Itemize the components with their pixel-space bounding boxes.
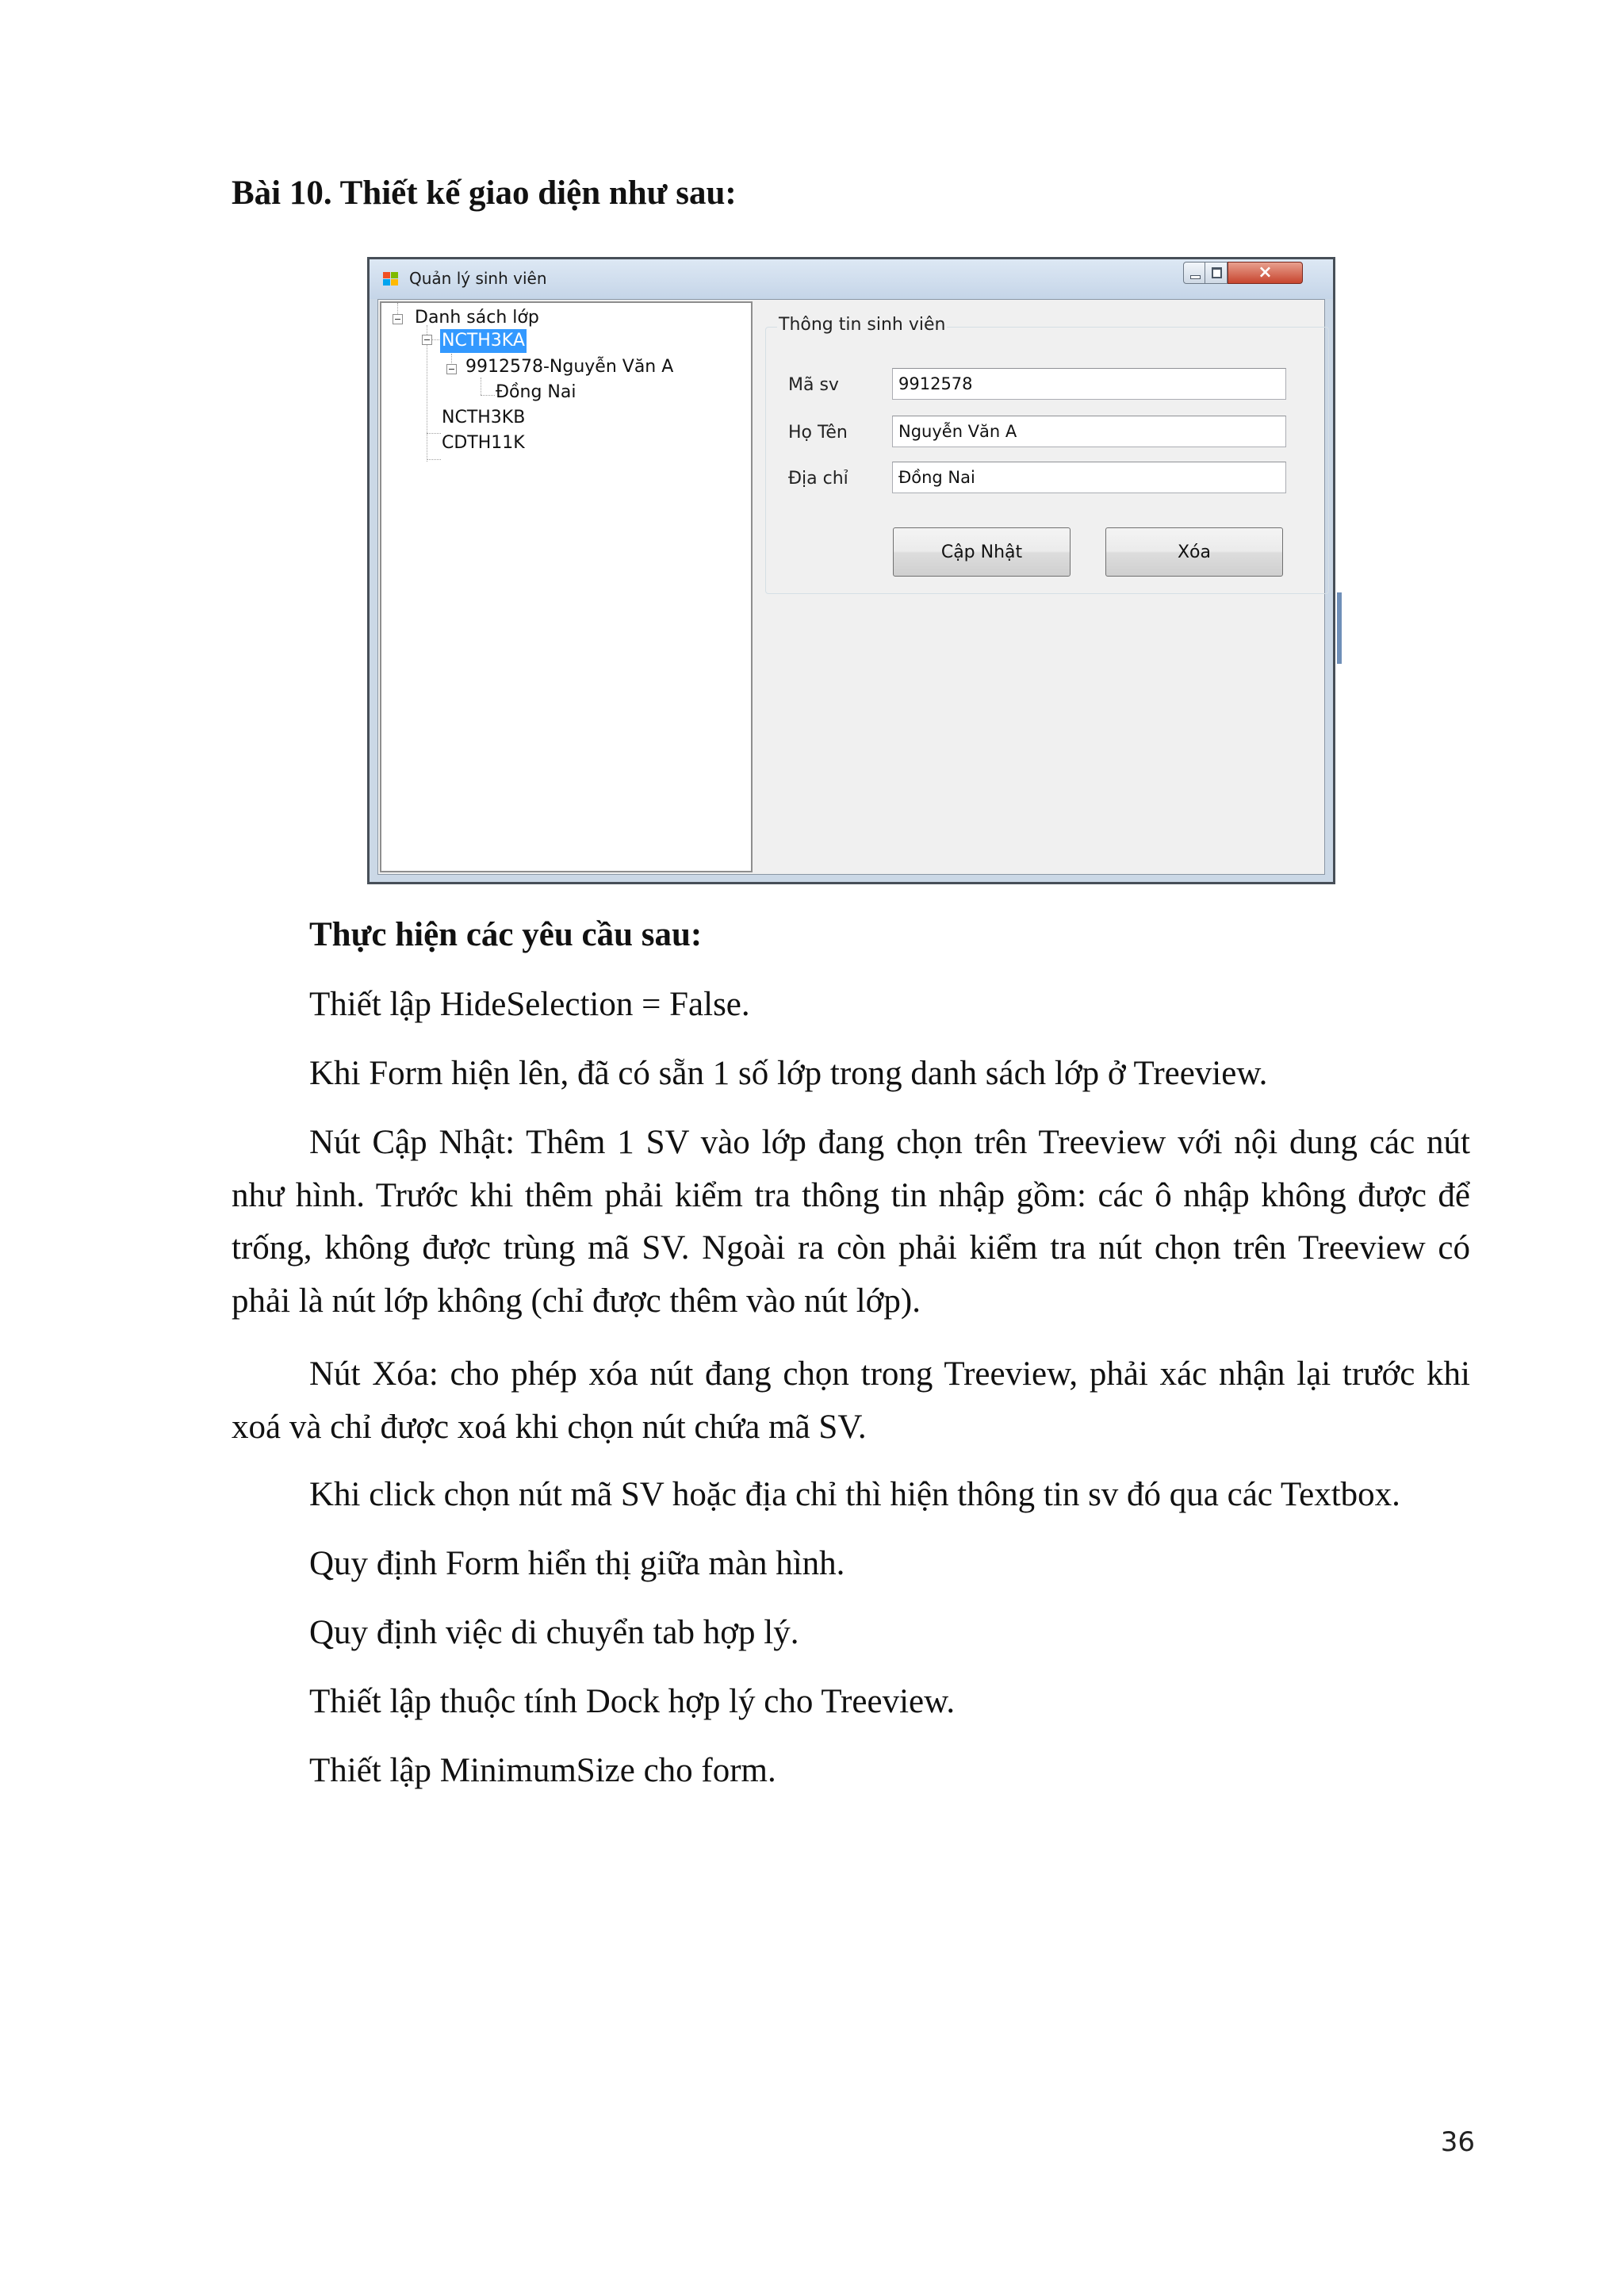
tree-node-root[interactable]: Danh sách lớp [415,308,539,328]
window-edge-accent [1337,592,1342,664]
student-management-window [367,257,1335,884]
address-input[interactable] [892,462,1286,493]
collapse-icon[interactable] [393,314,403,324]
requirement-item: Nút Cập Nhật: Thêm 1 SV vào lớp đang chọn trên Treeview với nội dung các nút như hình. Trước khi thêm phải kiểm tra thông tin nhập gồm: các ô nhập không được để trống, không được trùng mã SV. Ngoài ra còn phải kiểm tra nút chọn trên Treeview có phải là nút lớp không (chỉ được thêm vào nút lớp). [232,1124,1470,1320]
class-treeview[interactable] [380,301,753,872]
student-info-panel [755,300,1324,874]
tree-connector [427,459,441,460]
groupbox-title: Thông tin sinh viên [779,315,946,335]
delete-button[interactable]: Xóa [1105,527,1283,577]
tree-node-student[interactable]: 9912578-Nguyễn Văn A [465,357,674,377]
student-id-label: Mã sv [788,375,839,395]
minimize-button[interactable] [1183,262,1205,284]
window-titlebar[interactable] [370,259,1333,299]
window-title: Quản lý sinh viên [409,269,547,288]
page-number: 36 [1440,2126,1475,2158]
tree-connector [451,354,452,365]
requirement-item: Quy định việc di chuyển tab hợp lý. [309,1614,799,1651]
requirement-item: Thiết lập MinimumSize cho form. [309,1752,776,1789]
requirement-item: Khi Form hiện lên, đã có sẵn 1 số lớp trong danh sách lớp ở Treeview. [309,1055,1268,1092]
update-button[interactable]: Cập Nhật [893,527,1071,577]
close-icon: × [1258,263,1273,282]
tree-connector [481,395,495,396]
collapse-icon[interactable] [422,335,432,345]
requirement-item: Thiết lập HideSelection = False. [309,986,750,1023]
minimize-icon [1190,275,1201,279]
window-client-area [377,299,1325,875]
maximize-icon [1212,267,1222,278]
maximize-button[interactable] [1205,262,1228,284]
collapse-icon[interactable] [446,364,457,374]
student-id-input[interactable] [892,368,1286,400]
windows-form-icon [383,272,399,286]
tree-node-address[interactable]: Đồng Nai [496,382,576,402]
tree-node-class[interactable]: CDTH11K [442,433,525,453]
full-name-input[interactable] [892,416,1286,447]
requirement-item: Thiết lập thuộc tính Dock hợp lý cho Treeview. [309,1683,956,1720]
requirement-item: Nút Xóa: cho phép xóa nút đang chọn trong Treeview, phải xác nhận lại trước khi xoá và chỉ được xoá khi chọn nút chứa mã SV. [232,1355,1470,1446]
requirements-title: Thực hiện các yêu cầu sau: [309,916,703,953]
tree-node-class[interactable]: NCTH3KB [442,408,526,427]
full-name-label: Họ Tên [788,423,848,443]
tree-connector [427,433,441,434]
exercise-heading: Bài 10. Thiết kế giao diện như sau: [232,174,737,212]
requirement-item: Quy định Form hiển thị giữa màn hình. [309,1545,845,1582]
address-label: Địa chỉ [788,469,848,489]
tree-node-class-selected[interactable]: NCTH3KA [440,329,527,353]
requirement-item: Khi click chọn nút mã SV hoặc địa chỉ thì hiện thông tin sv đó qua các Textbox. [309,1476,1400,1513]
close-button[interactable] [1228,262,1303,284]
